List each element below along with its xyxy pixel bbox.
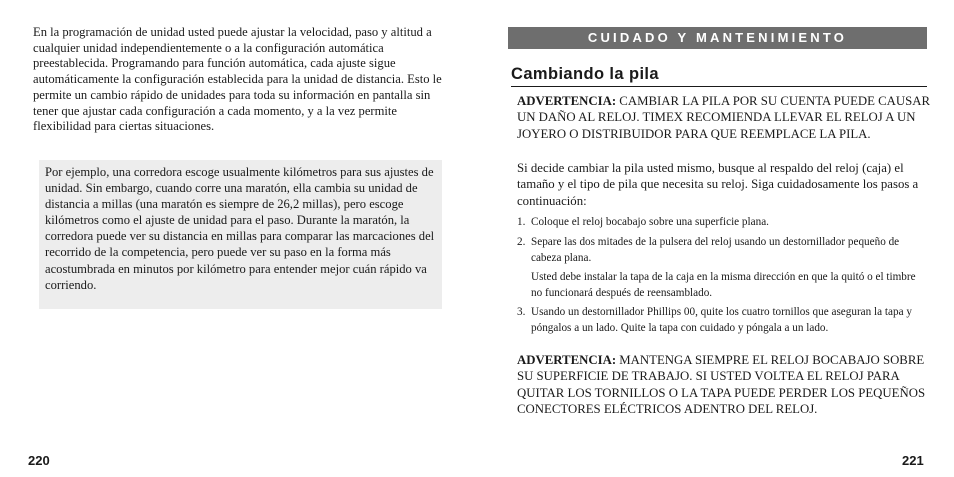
body-paragraph: En la programación de unidad usted puede ajustar la velocidad, paso y altitud a cualquier unidad independientemente o a la configuración automática preestablecida. Programando para función automática, cada ajuste sigue automáticamente la configuración establecida para la unidad de distancia. Esto le permite un cambio rápido de unidades para toda su información en pantalla sin tener que ajustar cada configuración a cada momento, y a la vez permite flexibilidad para ciertas situaciones.	[33, 25, 442, 134]
warning-text: MANTENGA SIEMPRE EL RELOJ BOCABAJO SOBRE SU SUPERFICIE DE TRABAJO. SI USTED VOLTEA EL RELOJ PARA QUITAR LOS TORNILLOS O LA TAPA PUEDE PERDER LOS PEQUEÑOS CONECTORES ELÉCTRICOS ADENTRO DEL RELOJ.	[517, 353, 926, 417]
step-text: Usando un destornillador Phillips 00, quite los cuatro tornillos que aseguran la tapa y póngalos a un lado. Quite la tapa con cuidado y póngala a un lado.	[531, 306, 912, 334]
step-text: Separe las dos mitades de la pulsera del reloj usando un destornillador pequeño de cabeza plana.	[531, 236, 900, 264]
list-item-step-3	[517, 305, 929, 336]
warning-label: ADVERTENCIA:	[517, 353, 617, 367]
warning-paragraph	[517, 352, 932, 418]
page-number-right: 221	[902, 453, 924, 468]
step-number: 3.	[517, 306, 526, 318]
step-number: 1.	[517, 216, 526, 228]
list-item-step-1	[517, 215, 929, 231]
list-item-step-2	[517, 235, 929, 266]
example-callout-text: Por ejemplo, una corredora escoge usualmente kilómetros para sus ajustes de unidad. Sin embargo, cuando corre una maratón, ella cambia su unidad de distancia a millas (una maratón es siempre de 26,2 millas), pero escoge kilómetros como el ajuste de unidad para el paso. Durante la maratón, la corredora puede ver su distancia en millas para comparar las marcaciones del recorrido de la competencia, pero puede ver su paso en la forma más acostumbrada en minutos por kilómetro para entender mejor cuán rápido va corriendo.	[45, 165, 435, 292]
warning-label: ADVERTENCIA:	[517, 94, 617, 108]
page-number-left: 220	[28, 453, 50, 468]
example-callout-box	[39, 160, 442, 309]
section-banner: CUIDADO Y MANTENIMIENTO	[508, 27, 927, 49]
warning-paragraph	[517, 93, 932, 142]
step-note: Usted debe instalar la tapa de la caja en la misma dirección en que la quitó o el timbre no funcionará después de reensamblado.	[531, 271, 916, 299]
section-heading: Cambiando la pila	[511, 64, 927, 87]
step-text: Coloque el reloj bocabajo sobre una superficie plana.	[531, 216, 769, 228]
warning-text: CAMBIAR LA PILA POR SU CUENTA PUEDE CAUSAR UN DAÑO AL RELOJ. TIMEX RECOMIENDA LLEVAR EL RELOJ A UN JOYERO O DISTRIBUIDOR PARA QUE REEMPLACE LA PILA.	[517, 94, 931, 141]
intro-paragraph: Si decide cambiar la pila usted mismo, busque al respaldo del reloj (caja) el tamaño y el tipo de pila que necesita su reloj. Siga cuidadosamente los pasos a continuación:	[517, 161, 919, 208]
step-number: 2.	[517, 236, 526, 248]
